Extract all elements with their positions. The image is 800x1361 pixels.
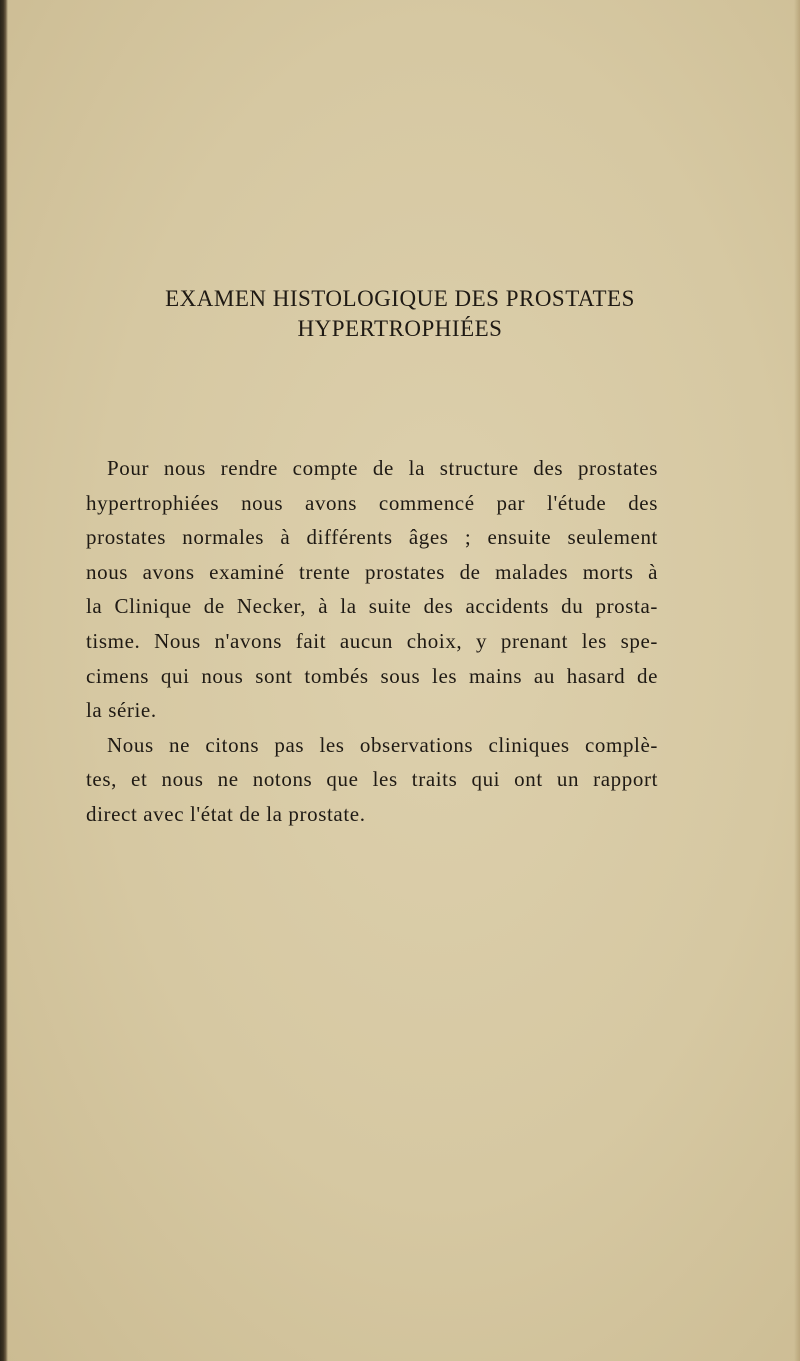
text-line: Nous ne citons pas les observations cliniques complè- bbox=[107, 732, 658, 757]
text-line: la Clinique de Necker, à la suite des accidents du prosta- bbox=[86, 594, 658, 619]
text-line: hypertrophiées nous avons commencé par l'étude des bbox=[86, 490, 658, 515]
text-line: cimens qui nous sont tombés sous les mains au hasard de bbox=[86, 663, 658, 688]
text-line: direct avec l'état de la prostate. bbox=[86, 801, 366, 826]
text-line: tisme. Nous n'avons fait aucun choix, y prenant les spe- bbox=[86, 628, 658, 653]
body-text bbox=[86, 451, 658, 832]
text-line: Pour nous rendre compte de la structure des prostates bbox=[107, 456, 658, 480]
paragraph-2 bbox=[86, 728, 658, 832]
text-line: nous avons examiné trente prostates de malades morts à bbox=[86, 559, 658, 584]
chapter-title-line-2: HYPERTROPHIÉES bbox=[297, 316, 503, 341]
chapter-title-line-1: EXAMEN HISTOLOGIQUE DES PROSTATES bbox=[165, 286, 635, 311]
page-right-edge bbox=[794, 0, 800, 1361]
paragraph-1 bbox=[86, 451, 658, 728]
page-binding-edge bbox=[0, 0, 8, 1361]
text-line: prostates normales à différents âges ; ensuite seulement bbox=[86, 525, 658, 550]
chapter-title bbox=[0, 284, 800, 344]
text-line: tes, et nous ne notons que les traits qui ont un rapport bbox=[86, 767, 658, 792]
text-line: la série. bbox=[86, 698, 157, 723]
